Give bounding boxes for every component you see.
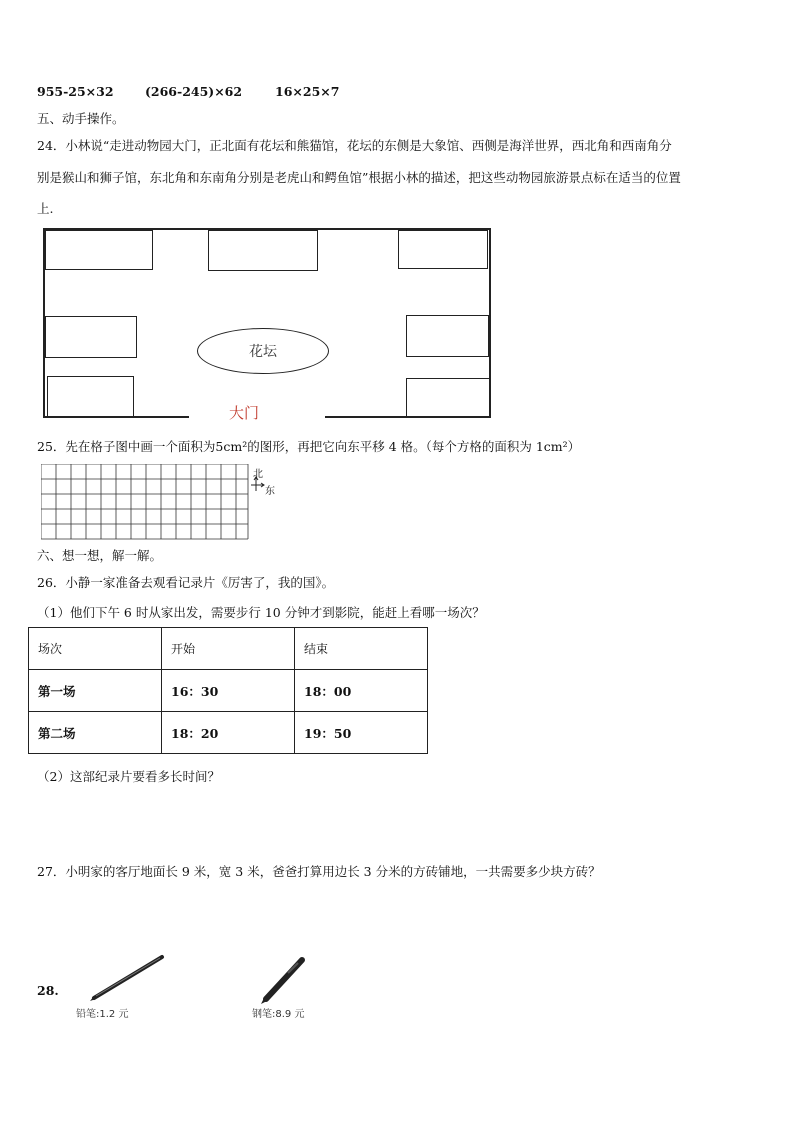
- q24-line-3: 上.: [37, 201, 54, 216]
- table-row: [29, 670, 428, 712]
- q28-number: 28.: [37, 983, 59, 998]
- flower-bed: [197, 328, 329, 374]
- northeast-site-box[interactable]: [398, 230, 488, 269]
- north-label: 北: [253, 469, 263, 480]
- table-header-row: [29, 628, 428, 670]
- cell-end: 19：50: [295, 712, 428, 754]
- q24-line-2: 别是猴山和狮子馆，东北角和东南角分别是老虎山和鳄鱼馆”根据小林的描述，把这些动物园旅游景点标在适当的位置: [37, 170, 681, 185]
- q26-sub1: （1）他们下午 6 时从家出发，需要步行 10 分钟才到影院，能赶上看哪一场次？: [37, 605, 485, 620]
- compass-arrows-icon: [251, 476, 265, 492]
- q26-text: 26．小静一家准备去观看记录片《厉害了，我的国》。: [37, 575, 335, 590]
- east-site-box[interactable]: [406, 315, 489, 357]
- expression-2: (266-245)×62: [145, 84, 243, 99]
- q24-line-1: 24．小林说“走进动物园大门，正北面有花坛和熊猫馆，花坛的东侧是大象馆、西侧是海洋世界，西北角和西南角分: [37, 138, 672, 153]
- gate-label: 大门: [229, 404, 260, 422]
- zoo-map: [43, 228, 491, 422]
- header-session: 场次: [29, 628, 162, 670]
- cell-session: 第一场: [29, 670, 162, 712]
- northwest-site-box[interactable]: [45, 230, 153, 270]
- north-site-box[interactable]: [208, 230, 318, 271]
- pencil-icon: [88, 952, 168, 1002]
- fountain-pen-icon: [258, 955, 308, 1005]
- section-title-6: 六、想一想，解一解。: [37, 548, 163, 563]
- cell-session: 第二场: [29, 712, 162, 754]
- q27-text: 27．小明家的客厅地面长 9 米，宽 3 米，爸爸打算用边长 3 分米的方砖铺地，一共需要多少块方砖？: [37, 864, 601, 879]
- cell-start: 18：20: [162, 712, 295, 754]
- pen-price-label: 钢笔:8.9 元: [252, 1009, 305, 1020]
- square-grid[interactable]: [41, 464, 251, 540]
- q26-sub2: （2）这部纪录片要看多长时间？: [37, 769, 220, 784]
- cell-end: 18：00: [295, 670, 428, 712]
- expression-3: 16×25×7: [275, 84, 340, 99]
- east-label: 东: [265, 486, 275, 497]
- pencil-price-label: 铅笔:1.2 元: [76, 1009, 129, 1020]
- west-site-box[interactable]: [45, 316, 137, 358]
- header-end: 结束: [295, 628, 428, 670]
- table-row: [29, 712, 428, 754]
- southwest-site-box[interactable]: [47, 376, 134, 417]
- header-start: 开始: [162, 628, 295, 670]
- cell-start: 16：30: [162, 670, 295, 712]
- section-title-5: 五、动手操作。: [37, 111, 125, 126]
- q25-text: 25．先在格子图中画一个面积为5cm²的图形，再把它向东平移 4 格。（每个方格的面积为 1cm²）: [37, 439, 581, 454]
- southeast-site-box[interactable]: [406, 378, 490, 417]
- expression-1: 955-25×32: [37, 84, 114, 99]
- schedule-table: [28, 627, 428, 754]
- flower-bed-label: 花坛: [249, 344, 277, 360]
